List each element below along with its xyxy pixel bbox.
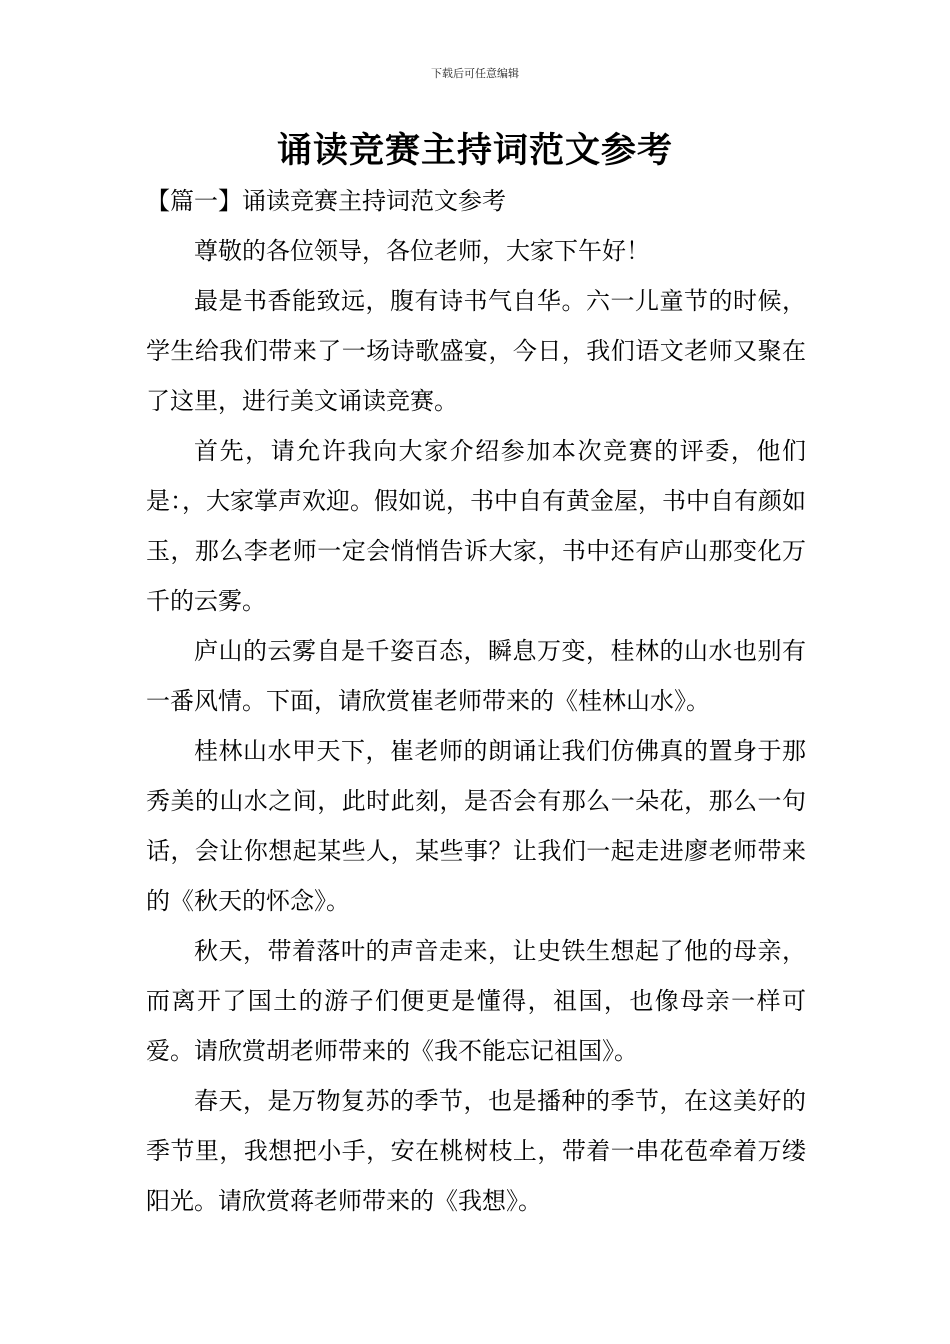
paragraph-judges: 首先，请允许我向大家介绍参加本次竞赛的评委，他们是：，大家掌声欢迎。假如说，书中自有黄金屋，书中自有颜如玉，那么李老师一定会悄悄告诉大家，书中还有庐山那变化万千的云雾。 — [146, 437, 806, 615]
header-note: 下载后可任意编辑 — [431, 67, 519, 80]
paragraph-motherland: 秋天，带着落叶的声音走来，让史铁生想起了他的母亲，而离开了国土的游子们便更是懂得，祖国，也像母亲一样可爱。请欣赏胡老师带来的《我不能忘记祖国》。 — [146, 937, 806, 1065]
section-heading: 【篇一】诵读竞赛主持词范文参考 — [146, 187, 506, 215]
paragraph-spring: 春天，是万物复苏的季节，也是播种的季节，在这美好的季节里，我想把小手，安在桃树枝上，带着一串花苞牵着万缕阳光。请欣赏蒋老师带来的《我想》。 — [146, 1087, 806, 1215]
paragraph-greeting: 尊敬的各位领导，各位老师，大家下午好！ — [194, 237, 650, 265]
document-body — [146, 176, 806, 1226]
paragraph-guilin: 庐山的云雾自是千姿百态，瞬息万变，桂林的山水也别有一番风情。下面，请欣赏崔老师带来的《桂林山水》。 — [146, 637, 806, 715]
paragraph-intro: 最是书香能致远，腹有诗书气自华。六一儿童节的时候，学生给我们带来了一场诗歌盛宴，今日，我们语文老师又聚在了这里，进行美文诵读竞赛。 — [146, 287, 806, 415]
paragraph-autumn-intro: 桂林山水甲天下，崔老师的朗诵让我们仿佛真的置身于那秀美的山水之间，此时此刻，是否会有那么一朵花，那么一句话，会让你想起某些人，某些事？让我们一起走进廖老师带来的《秋天的怀念》。 — [146, 737, 806, 915]
document-title: 诵读竞赛主持词范文参考 — [276, 130, 673, 171]
